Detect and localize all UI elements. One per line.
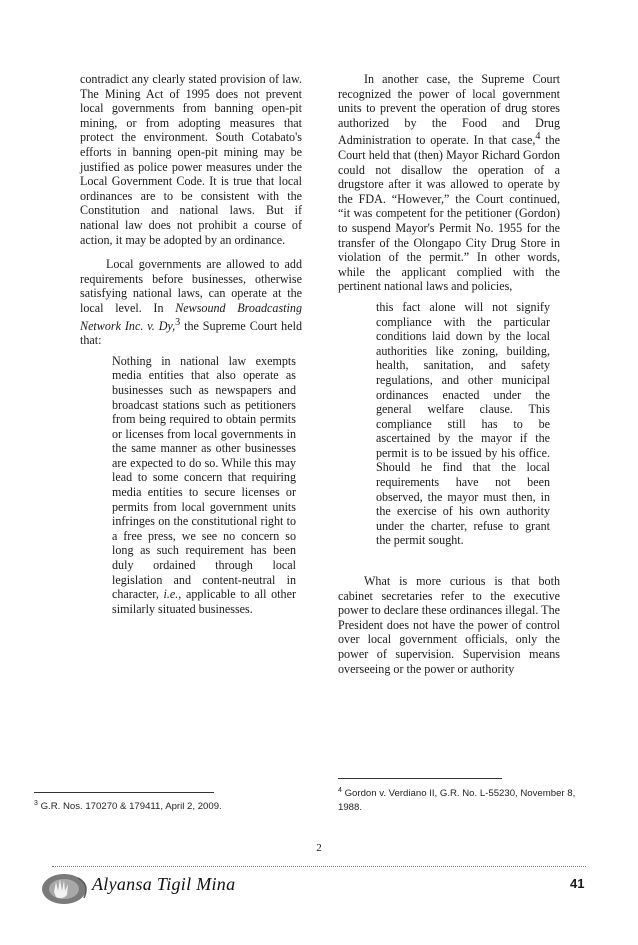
footer-brand: Alyansa Tigil Mina	[92, 874, 236, 894]
right-paragraph-1-tail: the Court held that (then) Mayor Richard Gordon could not disallow the operation of a drugstore after it was allowed to operate by the FDA. “However,” the Court continued, “it was competent for the petitioner (Gordon) to suspend Mayor's Permit No. 1955 for the transfer of the Olongapo City Drug Store in violation of the permit.” In other words, while the applicant complied with the pertinent national laws and policies,	[338, 133, 560, 294]
footnote-ref-4[interactable]: 4	[535, 131, 541, 143]
block-quote-gordon: this fact alone will not signify compliance with the particular conditions laid down by the local authorities like zoning, building, health, sanitation, and safety regulations, and other municipal ordinances enacted under the general welfare clause. This compliance still has to be ascertained by the mayor if the permit is to be issued by his office. Should he find that the local requirements have not been observed, the mayor must then, in the exercise of his own authority under the charter, refuse to grant the permit sought.	[376, 299, 550, 548]
hand-earth-icon	[38, 870, 98, 906]
footnote-ref-3[interactable]: 3	[175, 316, 181, 328]
footnote-divider-left	[34, 792, 214, 793]
left-paragraph-2-tail: the Supreme Court held that:	[80, 318, 303, 348]
left-paragraph-1: contradict any clearly stated provision of law. The Mining Act of 1995 does not prevent local governments from banning open-pit mining, or from adopting measures that protect the environment. South Cotabato's efforts in banning open-pit mining may be justified as police power measures under the Local Government Code. It is true that local ordinances are to be consistent with the Constitution and national laws. But if national law does not prohibit a course of action, it may be adopted by an ordinance.	[80, 72, 302, 247]
footnote-4-text: Gordon v. Verdiano II, G.R. No. L-55230, November 8, 1988.	[338, 788, 576, 813]
footer-page-number: 41	[570, 876, 585, 891]
right-paragraph-1	[338, 72, 560, 294]
left-column	[80, 72, 302, 616]
block-quote-newsound	[112, 354, 296, 617]
case-name-newsound: Newsound Broadcasting Network Inc. v. Dy,	[80, 300, 302, 333]
footnote-divider-right	[338, 778, 502, 779]
footnote-3-number: 3	[34, 800, 38, 807]
footnote-3	[34, 797, 284, 814]
footnote-4-number: 4	[338, 787, 342, 794]
left-paragraph-2	[80, 257, 302, 348]
left-paragraph-2-text: Local governments are allowed to add requirements before businesses, otherwise satisfying national laws, can operate at the local level. In	[80, 257, 302, 315]
footer-dotted-rule	[52, 866, 586, 867]
quote-text-tail: applicable to all other similarly situated businesses.	[112, 587, 296, 616]
footnote-3-text: G.R. Nos. 170270 & 179411, April 2, 2009.	[37, 801, 222, 813]
right-paragraph-1-text: In another case, the Supreme Court recognized the power of local government units to prevent the operation of drug stores authorized by the Food and Drug Administration to operate. In that case,	[338, 72, 560, 148]
quote-ie: i.e.,	[163, 587, 182, 602]
footnote-4	[338, 784, 588, 814]
page-number: 2	[316, 842, 322, 854]
right-column	[338, 72, 560, 676]
right-paragraph-2: What is more curious is that both cabinet secretaries refer to the executive power to declare these ordinances illegal. The President does not have the power of control over local government officials, only the power of supervision. Supervision means overseeing or the power or authority	[338, 574, 560, 676]
quote-text: Nothing in national law exempts media entities that also operate as businesses such as newspapers and broadcast stations such as petitioners from being required to obtain permits or licenses from local governments in the same manner as other businesses are expected to do so. While this may lead to some concern that requiring media entities to secure licenses or permits from local government units infringes on the constitutional right to a free press, we see no concern so long as such requirement has been duly ordained through local legislation and content-neutral in character,	[112, 353, 296, 602]
